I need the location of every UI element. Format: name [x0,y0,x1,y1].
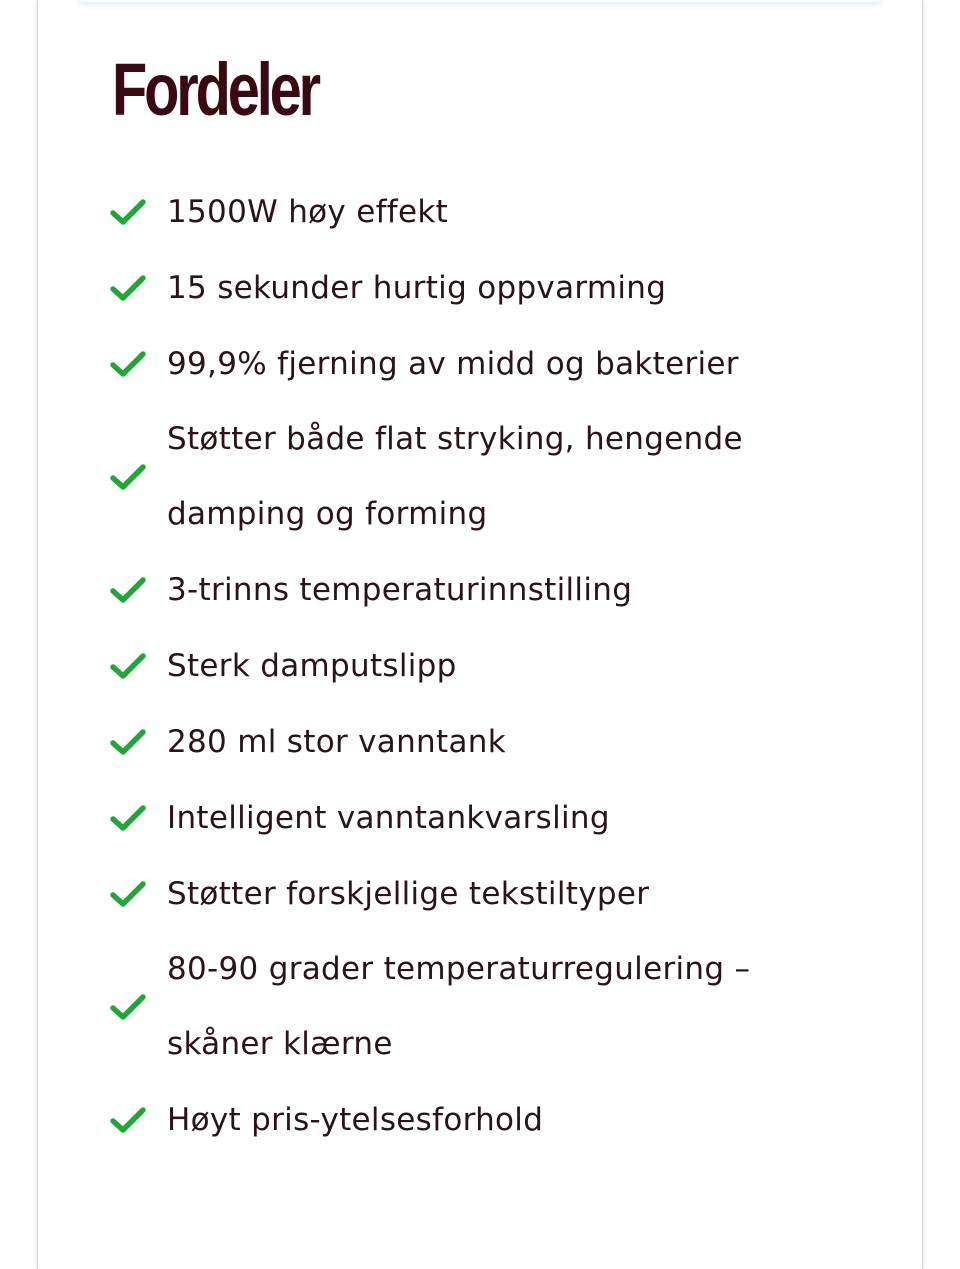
feature-item [110,250,850,326]
feature-item [110,1082,850,1158]
feature-label: 3-trinns temperaturinnstilling [167,571,633,608]
feature-label: 1500W høy effekt [167,193,449,230]
benefits-card [37,0,923,1269]
feature-label: Sterk damputslipp [167,647,457,684]
feature-item [110,552,850,628]
checkmark-icon [110,576,167,604]
feature-item [110,932,850,1082]
checkmark-icon [110,728,167,756]
feature-label: Høyt pris-ytelsesforhold [167,1101,544,1138]
checkmark-icon [110,804,167,832]
checkmark-icon [110,198,167,226]
feature-label: 99,9% fjerning av midd og bakterier [167,345,739,382]
section-title: Fordeler [112,48,318,131]
feature-item [110,704,850,780]
feature-label: 280 ml stor vanntank [167,723,506,760]
feature-label: 80-90 grader temperaturregulering – skåner klærne [167,951,751,1062]
checkmark-icon [110,463,167,491]
feature-item [110,856,850,932]
feature-item [110,780,850,856]
checkmark-icon [110,880,167,908]
feature-item [110,174,850,250]
feature-label: 15 sekunder hurtig oppvarming [167,269,667,306]
checkmark-icon [110,274,167,302]
feature-list [110,174,850,1158]
feature-label: Støtter forskjellige tekstiltyper [167,875,650,912]
feature-item [110,326,850,402]
checkmark-icon [110,350,167,378]
feature-label: Støtter både flat stryking, hengende damping og forming [167,421,743,532]
feature-item [110,628,850,704]
checkmark-icon [110,652,167,680]
feature-item [110,402,850,552]
feature-label: Intelligent vanntankvarsling [167,799,610,836]
checkmark-icon [110,1106,167,1134]
checkmark-icon [110,993,167,1021]
